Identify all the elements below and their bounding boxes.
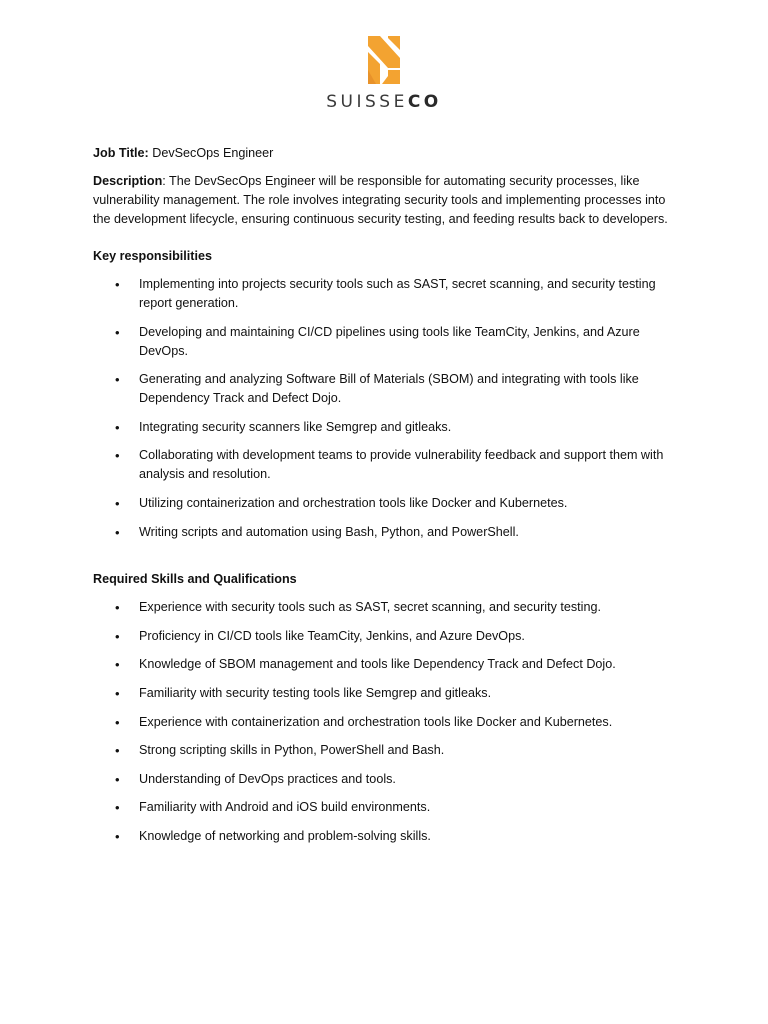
job-description-body (93, 144, 673, 856)
company-logo (0, 36, 768, 112)
list-item: • Utilizing containerization and orchestration tools like Docker and Kubernetes. (93, 494, 673, 513)
list-item: • Developing and maintaining CI/CD pipelines using tools like TeamCity, Jenkins, and Azure DevOps. (93, 323, 673, 361)
job-title-value: DevSecOps Engineer (148, 146, 274, 160)
list-item: • Writing scripts and automation using Bash, Python, and PowerShell. (93, 523, 673, 542)
list-item: • Familiarity with security testing tools like Semgrep and gitleaks. (93, 684, 673, 703)
description-label: Description (93, 174, 163, 188)
list-item: • Understanding of DevOps practices and tools. (93, 770, 673, 789)
list-item: • Generating and analyzing Software Bill of Materials (SBOM) and integrating with tools like Dependency Track and Defect Dojo. (93, 370, 673, 408)
list-item: • Collaborating with development teams to provide vulnerability feedback and support them with analysis and resolution. (93, 446, 673, 484)
logo-wordmark (0, 92, 768, 112)
list-item: • Knowledge of SBOM management and tools like Dependency Track and Defect Dojo. (93, 655, 673, 674)
responsibilities-heading: Key responsibilities (93, 249, 212, 263)
description-value: : The DevSecOps Engineer will be responsible for automating security processes, like vulnerability management. The role involves integrating security tools and implementing processes into the development lifecycle, ensuring continuous security testing, and feeding results back to developers. (93, 174, 668, 226)
list-item: • Integrating security scanners like Semgrep and gitleaks. (93, 418, 673, 437)
section-spacer (93, 551, 673, 570)
list-item: • Proficiency in CI/CD tools like TeamCity, Jenkins, and Azure DevOps. (93, 627, 673, 646)
description-paragraph (93, 172, 673, 229)
logo-wordmark-light: SUISSE (326, 92, 408, 112)
list-item: • Experience with containerization and orchestration tools like Docker and Kubernetes. (93, 713, 673, 732)
qualifications-list (93, 598, 673, 846)
list-item: • Experience with security tools such as SAST, secret scanning, and security testing. (93, 598, 673, 617)
job-title-line (93, 144, 673, 163)
list-item: • Familiarity with Android and iOS build environments. (93, 798, 673, 817)
job-title-label: Job Title: (93, 146, 149, 160)
qualifications-heading: Required Skills and Qualifications (93, 572, 297, 587)
responsibilities-list (93, 275, 673, 542)
list-item: • Strong scripting skills in Python, PowerShell and Bash. (93, 741, 673, 760)
list-item: • Knowledge of networking and problem-solving skills. (93, 827, 673, 846)
suisseco-logo-mark-icon (368, 36, 400, 84)
list-item: • Implementing into projects security tools such as SAST, secret scanning, and security testing report generation. (93, 275, 673, 313)
logo-wordmark-bold: CO (407, 92, 442, 112)
